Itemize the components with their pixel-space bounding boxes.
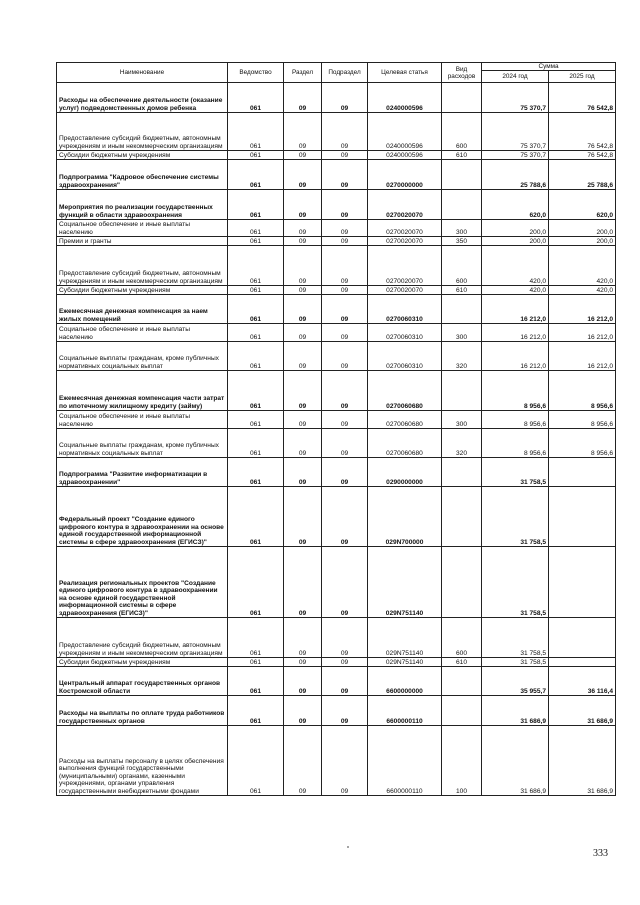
row-name: Социальное обеспечение и иные выплаты населению <box>57 411 228 429</box>
row-sum-2024: 8 956,6 <box>482 429 549 458</box>
row-subsection: 09 <box>322 83 368 113</box>
row-sum-2024: 35 955,7 <box>482 667 549 696</box>
row-section: 09 <box>284 458 322 487</box>
row-kind: 610 <box>442 286 482 295</box>
row-subsection: 09 <box>322 246 368 286</box>
table-row <box>57 324 616 342</box>
row-sum-2025 <box>549 547 616 618</box>
row-sum-2024: 200,0 <box>482 237 549 246</box>
row-subsection: 09 <box>322 429 368 458</box>
row-name: Предоставление субсидий бюджетным, автономным учреждениям и иным некоммерческим организациям <box>57 113 228 151</box>
row-dept: 061 <box>228 83 284 113</box>
row-kind <box>442 487 482 547</box>
row-dept: 061 <box>228 151 284 160</box>
scan-dot <box>347 846 349 848</box>
row-sum-2024: 420,0 <box>482 286 549 295</box>
row-kind <box>442 371 482 411</box>
row-sum-2024: 31 758,5 <box>482 458 549 487</box>
row-section: 09 <box>284 618 322 658</box>
row-name: Расходы на выплаты персоналу в целях обеспечения выполнения функций государственными (муниципальными) органами, казенными учреждениями, органами управления государственными внебюджетными фондами <box>57 726 228 796</box>
row-section: 09 <box>284 696 322 726</box>
row-sum-2024: 25 788,6 <box>482 160 549 190</box>
row-dept: 061 <box>228 246 284 286</box>
row-kind: 600 <box>442 246 482 286</box>
row-sum-2024: 31 686,9 <box>482 726 549 796</box>
row-subsection: 09 <box>322 618 368 658</box>
row-kind: 600 <box>442 113 482 151</box>
row-kind: 600 <box>442 618 482 658</box>
table-row <box>57 618 616 658</box>
row-target: 029N751140 <box>368 547 442 618</box>
table-row <box>57 237 616 246</box>
row-name: Предоставление субсидий бюджетным, автономным учреждениям и иным некоммерческим организациям <box>57 246 228 286</box>
row-sum-2024: 75 370,7 <box>482 151 549 160</box>
row-kind <box>442 190 482 220</box>
row-subsection: 09 <box>322 113 368 151</box>
row-sum-2025 <box>549 618 616 658</box>
header-2025: 2025 год <box>549 71 616 83</box>
row-name: Субсидии бюджетным учреждениям <box>57 658 228 667</box>
row-subsection: 09 <box>322 342 368 371</box>
table-row <box>57 547 616 618</box>
row-section: 09 <box>284 83 322 113</box>
row-sum-2025: 16 212,0 <box>549 295 616 324</box>
row-subsection: 09 <box>322 667 368 696</box>
row-sum-2024: 31 758,5 <box>482 487 549 547</box>
row-dept: 061 <box>228 429 284 458</box>
row-subsection: 09 <box>322 458 368 487</box>
row-kind: 300 <box>442 220 482 237</box>
row-dept: 061 <box>228 220 284 237</box>
table-row <box>57 658 616 667</box>
table-row <box>57 696 616 726</box>
row-name: Ежемесячная денежная компенсация части затрат по ипотечному жилищному кредиту (займу) <box>57 371 228 411</box>
row-sum-2025: 200,0 <box>549 220 616 237</box>
row-subsection: 09 <box>322 286 368 295</box>
row-sum-2024: 31 758,5 <box>482 658 549 667</box>
row-target: 6600000000 <box>368 667 442 696</box>
row-section: 09 <box>284 547 322 618</box>
row-sum-2025: 16 212,0 <box>549 324 616 342</box>
row-dept: 061 <box>228 458 284 487</box>
row-subsection: 09 <box>322 371 368 411</box>
row-kind <box>442 160 482 190</box>
row-name: Расходы на выплаты по оплате труда работников государственных органов <box>57 696 228 726</box>
header-2024: 2024 год <box>482 71 549 83</box>
row-section: 09 <box>284 411 322 429</box>
row-name: Социальные выплаты гражданам, кроме публичных нормативных социальных выплат <box>57 429 228 458</box>
row-sum-2025: 76 542,8 <box>549 151 616 160</box>
row-target: 0240000596 <box>368 151 442 160</box>
row-sum-2024: 16 212,0 <box>482 295 549 324</box>
header-sum: Сумма <box>482 63 616 71</box>
row-target: 029N700000 <box>368 487 442 547</box>
row-dept: 061 <box>228 547 284 618</box>
row-target: 029N751140 <box>368 658 442 667</box>
row-name: Социальные выплаты гражданам, кроме публичных нормативных социальных выплат <box>57 342 228 371</box>
row-sum-2024: 75 370,7 <box>482 83 549 113</box>
row-dept: 061 <box>228 696 284 726</box>
row-kind <box>442 667 482 696</box>
row-sum-2025: 36 116,4 <box>549 667 616 696</box>
row-target: 0270060310 <box>368 342 442 371</box>
row-target: 0270020070 <box>368 246 442 286</box>
row-kind: 320 <box>442 342 482 371</box>
table-header <box>57 63 616 83</box>
row-name: Федеральный проект "Создание единого цифрового контура в здравоохранении на основе единой государственной информационной системы в сфере здравоохранения (ЕГИСЗ)" <box>57 487 228 547</box>
row-sum-2025: 76 542,8 <box>549 113 616 151</box>
row-sum-2024: 31 686,9 <box>482 696 549 726</box>
row-kind: 610 <box>442 151 482 160</box>
row-sum-2025 <box>549 487 616 547</box>
table-row <box>57 429 616 458</box>
row-name: Премии и гранты <box>57 237 228 246</box>
row-kind: 350 <box>442 237 482 246</box>
table-row <box>57 295 616 324</box>
row-sum-2024: 8 956,6 <box>482 371 549 411</box>
row-section: 09 <box>284 658 322 667</box>
row-section: 09 <box>284 113 322 151</box>
row-sum-2025: 31 686,9 <box>549 726 616 796</box>
table-row <box>57 458 616 487</box>
row-sum-2025: 8 956,6 <box>549 371 616 411</box>
row-name: Субсидии бюджетным учреждениям <box>57 151 228 160</box>
row-subsection: 09 <box>322 190 368 220</box>
table-row <box>57 113 616 151</box>
row-subsection: 09 <box>322 658 368 667</box>
row-section: 09 <box>284 324 322 342</box>
row-kind: 610 <box>442 658 482 667</box>
row-kind <box>442 295 482 324</box>
row-sum-2024: 31 758,5 <box>482 547 549 618</box>
row-dept: 061 <box>228 487 284 547</box>
row-subsection: 09 <box>322 220 368 237</box>
row-target: 0290000000 <box>368 458 442 487</box>
table-body <box>57 83 616 796</box>
row-sum-2025: 200,0 <box>549 237 616 246</box>
row-subsection: 09 <box>322 726 368 796</box>
row-kind: 100 <box>442 726 482 796</box>
row-target: 0270020070 <box>368 237 442 246</box>
row-dept: 061 <box>228 160 284 190</box>
row-kind: 320 <box>442 429 482 458</box>
row-name: Субсидии бюджетным учреждениям <box>57 286 228 295</box>
row-target: 0270060310 <box>368 295 442 324</box>
row-target: 6600000110 <box>368 696 442 726</box>
row-section: 09 <box>284 295 322 324</box>
row-dept: 061 <box>228 726 284 796</box>
row-section: 09 <box>284 151 322 160</box>
row-target: 0270060680 <box>368 411 442 429</box>
row-sum-2025 <box>549 458 616 487</box>
row-subsection: 09 <box>322 696 368 726</box>
row-kind <box>442 458 482 487</box>
row-name: Подпрограмма "Развитие информатизации в здравоохранении" <box>57 458 228 487</box>
row-section: 09 <box>284 342 322 371</box>
row-sum-2025: 420,0 <box>549 286 616 295</box>
budget-table <box>56 62 616 796</box>
row-sum-2024: 16 212,0 <box>482 324 549 342</box>
row-target: 0270000000 <box>368 160 442 190</box>
row-subsection: 09 <box>322 237 368 246</box>
row-subsection: 09 <box>322 487 368 547</box>
row-dept: 061 <box>228 295 284 324</box>
row-sum-2024: 75 370,7 <box>482 113 549 151</box>
row-dept: 061 <box>228 667 284 696</box>
row-sum-2025: 8 956,6 <box>549 411 616 429</box>
row-dept: 061 <box>228 113 284 151</box>
row-subsection: 09 <box>322 547 368 618</box>
table-row <box>57 487 616 547</box>
row-name: Мероприятия по реализации государственных функций в области здравоохранения <box>57 190 228 220</box>
table-row <box>57 342 616 371</box>
row-subsection: 09 <box>322 295 368 324</box>
row-section: 09 <box>284 667 322 696</box>
row-dept: 061 <box>228 324 284 342</box>
row-kind: 300 <box>442 411 482 429</box>
row-sum-2024: 200,0 <box>482 220 549 237</box>
row-name: Предоставление субсидий бюджетным, автономным учреждениям и иным некоммерческим организациям <box>57 618 228 658</box>
row-target: 0270020070 <box>368 190 442 220</box>
header-subsection: Подраздел <box>322 63 368 83</box>
row-sum-2024: 31 758,5 <box>482 618 549 658</box>
row-name: Подпрограмма "Кадровое обеспечение системы здравоохранения" <box>57 160 228 190</box>
row-dept: 061 <box>228 190 284 220</box>
row-target: 0270060680 <box>368 429 442 458</box>
row-kind: 300 <box>442 324 482 342</box>
row-kind <box>442 547 482 618</box>
table-row <box>57 411 616 429</box>
row-sum-2025: 620,0 <box>549 190 616 220</box>
row-sum-2025: 16 212,0 <box>549 342 616 371</box>
row-target: 0240000596 <box>368 83 442 113</box>
row-sum-2025: 31 686,9 <box>549 696 616 726</box>
row-section: 09 <box>284 429 322 458</box>
table-row <box>57 83 616 113</box>
row-section: 09 <box>284 487 322 547</box>
table-row <box>57 190 616 220</box>
row-name: Центральный аппарат государственных органов Костромской области <box>57 667 228 696</box>
row-sum-2025: 420,0 <box>549 246 616 286</box>
row-subsection: 09 <box>322 411 368 429</box>
row-sum-2025: 76 542,8 <box>549 83 616 113</box>
row-subsection: 09 <box>322 160 368 190</box>
row-dept: 061 <box>228 342 284 371</box>
row-name: Ежемесячная денежная компенсация за наем жилых помещений <box>57 295 228 324</box>
row-section: 09 <box>284 726 322 796</box>
table-row <box>57 286 616 295</box>
row-section: 09 <box>284 160 322 190</box>
row-dept: 061 <box>228 411 284 429</box>
header-name: Наименование <box>57 63 228 83</box>
table-row <box>57 151 616 160</box>
header-kind: Вид расходов <box>442 63 482 83</box>
row-section: 09 <box>284 190 322 220</box>
row-dept: 061 <box>228 658 284 667</box>
row-section: 09 <box>284 237 322 246</box>
row-target: 6600000110 <box>368 726 442 796</box>
row-section: 09 <box>284 286 322 295</box>
row-name: Реализация региональных проектов "Создание единого цифрового контура в здравоохранении на основе единой государственной информационной системы в сфере здравоохранения (ЕГИСЗ)" <box>57 547 228 618</box>
row-sum-2025 <box>549 658 616 667</box>
row-target: 0270060680 <box>368 371 442 411</box>
row-subsection: 09 <box>322 324 368 342</box>
row-dept: 061 <box>228 371 284 411</box>
row-target: 0240000596 <box>368 113 442 151</box>
row-section: 09 <box>284 246 322 286</box>
table-row <box>57 371 616 411</box>
row-sum-2024: 8 956,6 <box>482 411 549 429</box>
table-row <box>57 667 616 696</box>
row-sum-2024: 620,0 <box>482 190 549 220</box>
row-sum-2024: 16 212,0 <box>482 342 549 371</box>
row-name: Социальное обеспечение и иные выплаты населению <box>57 324 228 342</box>
table-row <box>57 726 616 796</box>
row-kind <box>442 696 482 726</box>
row-target: 0270060310 <box>368 324 442 342</box>
header-dept: Ведомство <box>228 63 284 83</box>
row-sum-2025: 8 956,6 <box>549 429 616 458</box>
row-kind <box>442 83 482 113</box>
header-target: Целевая статья <box>368 63 442 83</box>
row-dept: 061 <box>228 286 284 295</box>
row-name: Расходы на обеспечение деятельности (оказание услуг) подведомственных домов ребенка <box>57 83 228 113</box>
row-sum-2025: 25 788,6 <box>549 160 616 190</box>
row-dept: 061 <box>228 618 284 658</box>
row-target: 0270020070 <box>368 220 442 237</box>
table-row <box>57 220 616 237</box>
row-target: 0270020070 <box>368 286 442 295</box>
table-row <box>57 160 616 190</box>
row-section: 09 <box>284 371 322 411</box>
row-subsection: 09 <box>322 151 368 160</box>
row-target: 029N751140 <box>368 618 442 658</box>
page-number: 333 <box>593 848 608 859</box>
row-section: 09 <box>284 220 322 237</box>
table-row <box>57 246 616 286</box>
header-section: Раздел <box>284 63 322 83</box>
row-name: Социальное обеспечение и иные выплаты населению <box>57 220 228 237</box>
row-sum-2024: 420,0 <box>482 246 549 286</box>
row-dept: 061 <box>228 237 284 246</box>
